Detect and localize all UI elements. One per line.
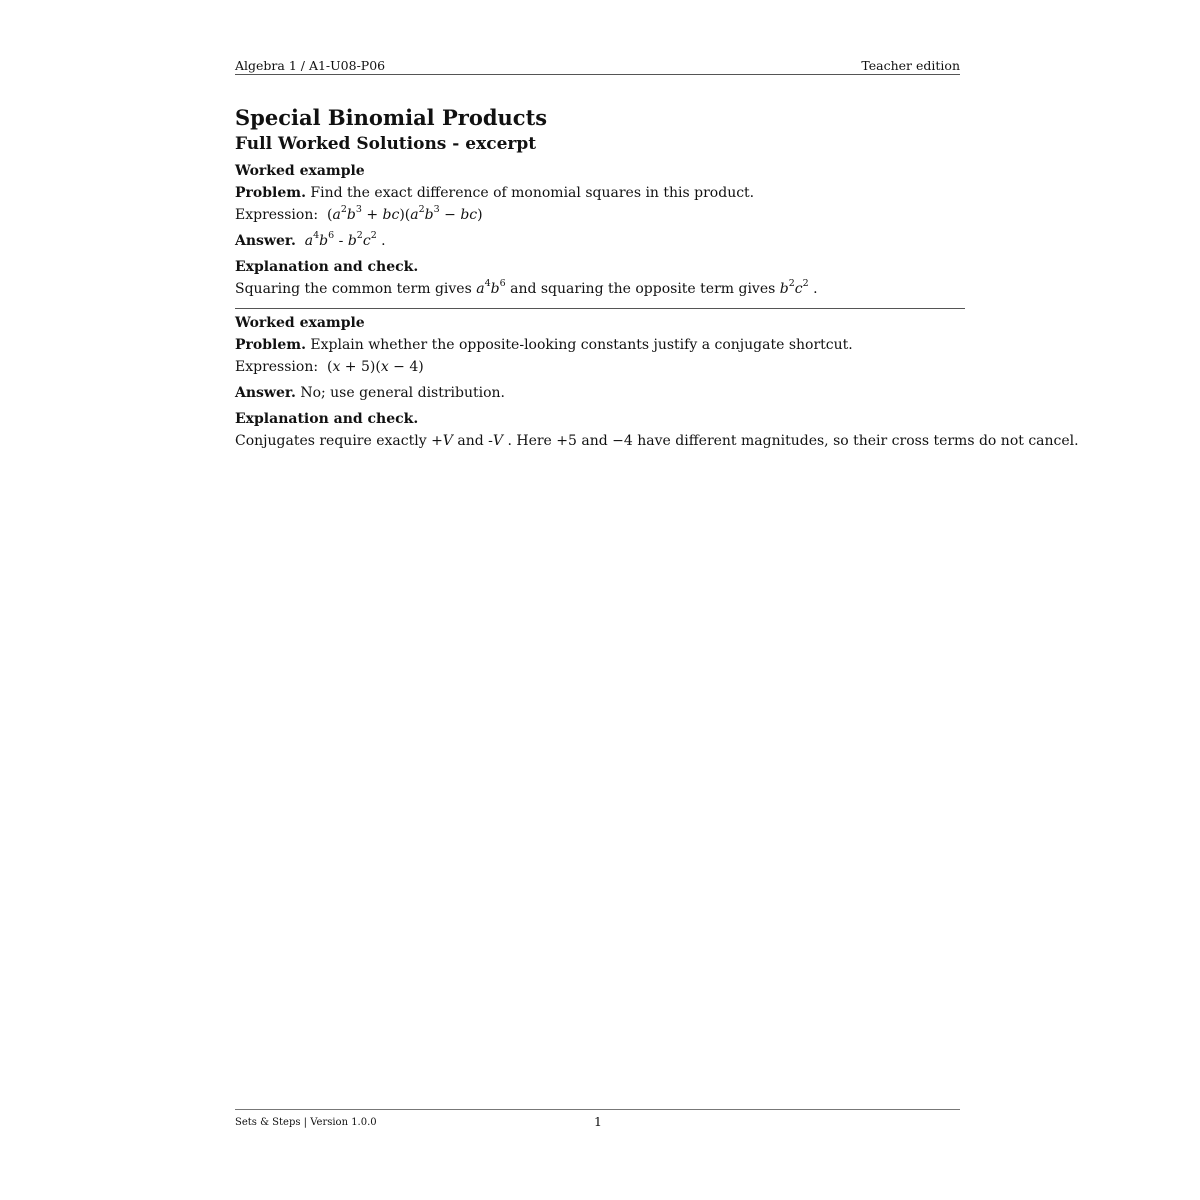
expression-label: Expression: <box>235 359 319 375</box>
problem-line <box>235 335 853 355</box>
explanation-label: Explanation and check. <box>235 259 419 275</box>
expression-label: Expression: <box>235 207 319 223</box>
footer-version: Sets & Steps | Version 1.0.0 <box>235 1117 377 1128</box>
answer-label: Answer. <box>235 385 296 401</box>
example-heading: Worked example <box>235 315 365 331</box>
problem-line <box>235 183 754 203</box>
problem-label: Problem. <box>235 185 306 201</box>
answer-text: No; use general distribution. <box>300 385 506 401</box>
example-heading: Worked example <box>235 163 365 179</box>
problem-text: Find the exact difference of monomial squares in this product. <box>310 185 755 201</box>
expression-line <box>235 357 424 377</box>
expression-math: $(a^2b^3 + bc)(a^2b^3 - bc)$ <box>322 204 483 223</box>
problem-label: Problem. <box>235 337 306 353</box>
expression-line <box>235 205 483 225</box>
answer-math: $a^4b^6 - b^2c^2$ . <box>304 230 386 249</box>
answer-label: Answer. <box>235 233 296 249</box>
answer-line <box>235 231 386 251</box>
page-number: 1 <box>594 1114 602 1129</box>
answer-line <box>235 383 505 403</box>
footer-rule <box>235 1109 960 1110</box>
page-subtitle: Full Worked Solutions - excerpt <box>235 134 537 154</box>
expression-math: (x + 5)(x − 4) <box>322 359 424 375</box>
explanation-label: Explanation and check. <box>235 411 419 427</box>
problem-text: Explain whether the opposite-looking constants justify a conjugate shortcut. <box>310 337 853 353</box>
header-course-code: Algebra 1 / A1-U08-P06 <box>235 58 386 73</box>
header-edition: Teacher edition <box>861 58 960 73</box>
section-divider <box>235 308 965 309</box>
running-header <box>235 58 960 75</box>
page-title: Special Binomial Products <box>235 105 548 130</box>
explanation-text: Squaring the common term gives $a^4b^6$ and squaring the opposite term gives $b^2c^2$ . <box>235 278 818 297</box>
explanation-text: Conjugates require exactly +V and -V . Here +5 and −4 have different magnitudes, so their cross terms do not cancel. <box>235 433 1079 449</box>
